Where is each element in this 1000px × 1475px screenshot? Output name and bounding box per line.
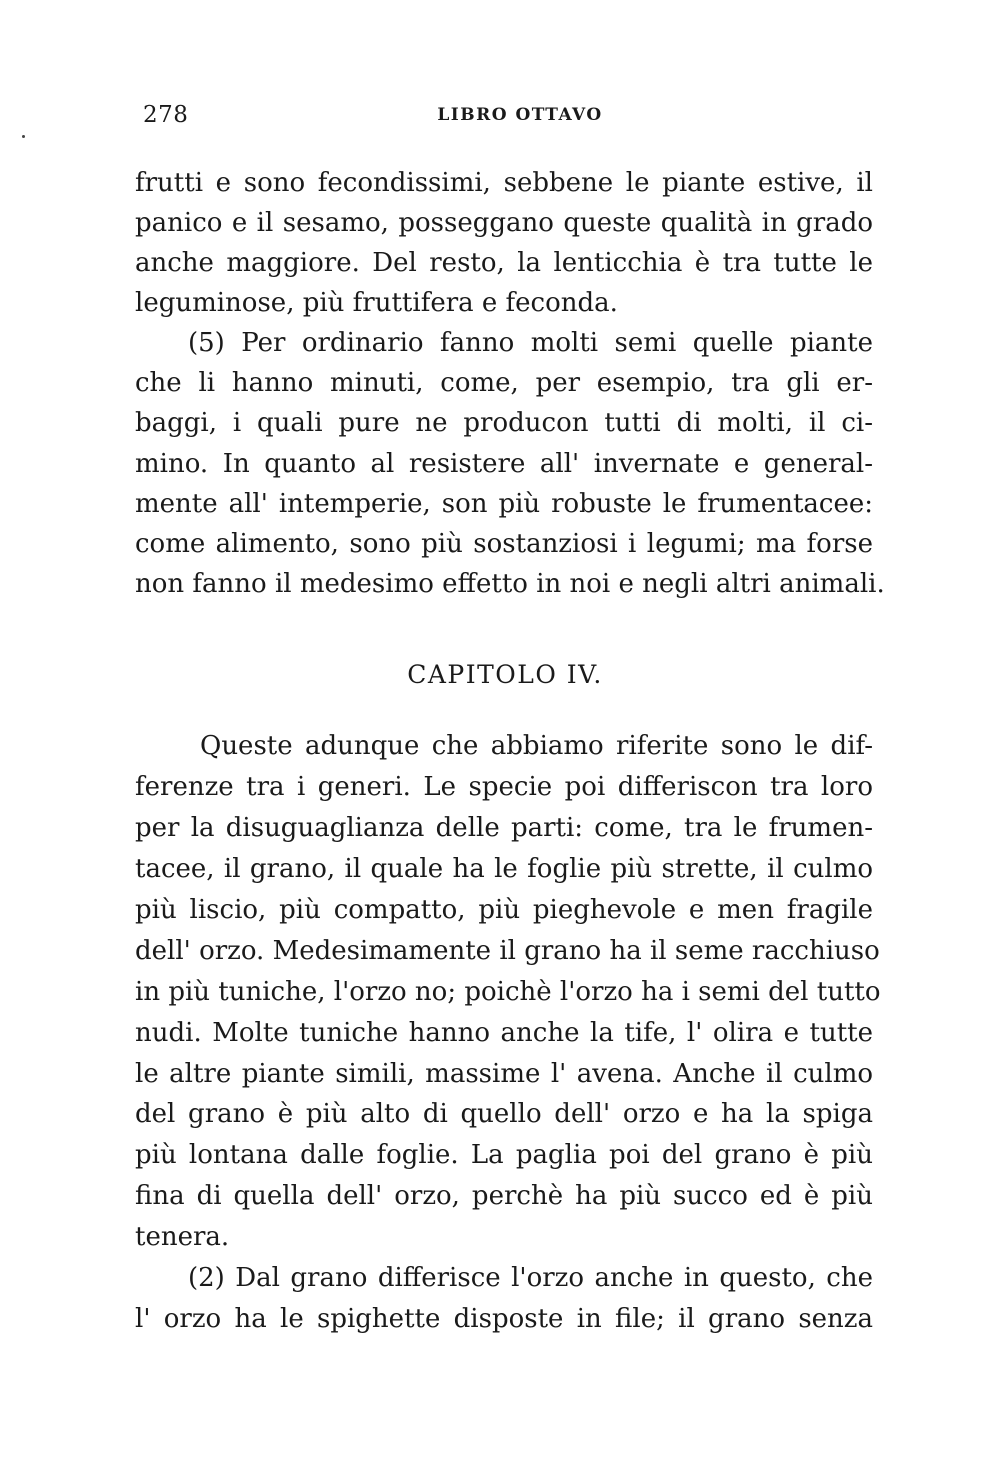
text-line: che li hanno minuti, come, per esempio, tra gli er- [135, 368, 873, 398]
text-line: panico e il sesamo, posseggano queste qualità in grado [135, 208, 873, 238]
text-line: baggi, i quali pure ne producon tutti di molti, il ci- [135, 408, 873, 438]
text-line: dell' orzo. Medesimamente il grano ha il seme racchiuso [135, 936, 880, 966]
text-line: tenera. [135, 1222, 230, 1252]
text-line: leguminose, più fruttifera e feconda. [135, 288, 618, 318]
scan-speck [22, 135, 25, 138]
text-line: nudi. Molte tuniche hanno anche la tife, l' olira e tutte [135, 1018, 873, 1048]
text-line: frutti e sono fecondissimi, sebbene le piante estive, il [135, 168, 873, 198]
text-line: più lontana dalle foglie. La paglia poi del grano è più [135, 1140, 873, 1170]
text-line: mino. In quanto al resistere all' invernate e general- [135, 449, 873, 479]
text-line: l' orzo ha le spighette disposte in file; il grano senza [135, 1304, 873, 1334]
text-line: ferenze tra i generi. Le specie poi differiscon tra loro [135, 772, 873, 802]
text-line: anche maggiore. Del resto, la lenticchia è tra tutte le [135, 248, 873, 278]
running-head: LIBRO OTTAVO [437, 105, 603, 125]
page-header [135, 102, 875, 138]
text-line: le altre piante simili, massime l' avena. Anche il culmo [135, 1059, 873, 1089]
text-line: per la disuguaglianza delle parti: come, tra le frumen- [135, 813, 873, 843]
text-line: tacee, il grano, il quale ha le foglie più strette, il culmo [135, 854, 873, 884]
chapter-title: CAPITOLO IV. [407, 660, 603, 689]
text-line: non fanno il medesimo effetto in noi e negli altri animali. [135, 569, 885, 599]
text-line: come alimento, sono più sostanziosi i legumi; ma forse [135, 529, 873, 559]
text-line: (2) Dal grano differisce l'orzo anche in questo, che [188, 1263, 873, 1293]
page-number: 278 [143, 102, 189, 128]
text-line: mente all' intemperie, son più robuste le frumentacee: [135, 489, 873, 519]
text-line: del grano è più alto di quello dell' orzo e ha la spiga [135, 1099, 873, 1129]
text-line: più liscio, più compatto, più pieghevole e men fragile [135, 895, 873, 925]
text-line: in più tuniche, l'orzo no; poichè l'orzo ha i semi del tutto [135, 977, 881, 1007]
text-line: Queste adunque che abbiamo riferite sono le dif- [200, 731, 873, 761]
text-line: (5) Per ordinario fanno molti semi quelle piante [188, 328, 873, 358]
text-line: fina di quella dell' orzo, perchè ha più succo ed è più [135, 1181, 873, 1211]
